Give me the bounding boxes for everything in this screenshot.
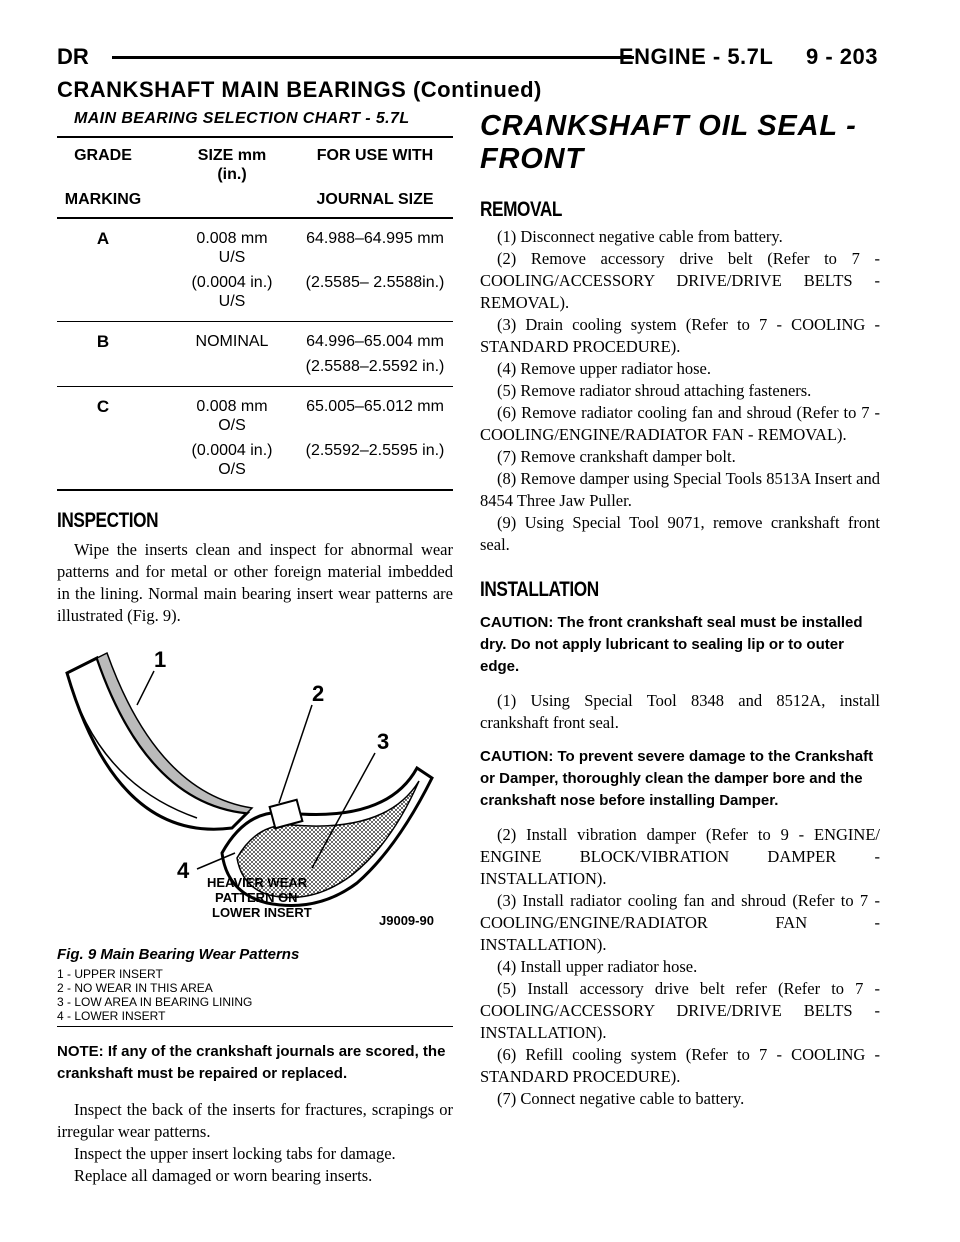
removal-step: (7) Remove crankshaft damper bolt. <box>497 447 736 466</box>
bearing-selection-table <box>57 136 453 491</box>
size-in-qualifier: O/S <box>218 461 246 478</box>
table-row <box>57 351 453 387</box>
seal-title-line-1: CRANKSHAFT OIL SEAL - <box>480 110 857 142</box>
chart-title: MAIN BEARING SELECTION CHART - 5.7L <box>74 110 410 127</box>
size-in: (0.0004 in.) <box>191 274 273 291</box>
legend-item: 4 - LOWER INSERT <box>57 1009 166 1023</box>
caution-note: CAUTION: The front crankshaft seal must be installed dry. Do not apply lubricant to sealing lip or to outer edge. <box>480 614 863 675</box>
figure-9 <box>57 643 453 1027</box>
table-row <box>57 267 453 322</box>
inspection-paragraph: Inspect the upper insert locking tabs for damage. <box>74 1144 396 1163</box>
caution-note: CAUTION: To prevent severe damage to the Crankshaft or Damper, thoroughly clean the damper bore and the crankshaft nose before installing Damper. <box>480 748 874 809</box>
callout-3: 3 <box>377 729 390 754</box>
table-row <box>57 322 453 352</box>
journal-mm: 64.996–65.004 mm <box>306 333 444 350</box>
callout-4: 4 <box>177 858 190 883</box>
right-column <box>480 110 880 1110</box>
header-rule <box>112 56 634 59</box>
callout-2: 2 <box>312 681 325 706</box>
continued-section-title: CRANKSHAFT MAIN BEARINGS (Continued) <box>57 77 542 102</box>
left-column <box>57 110 453 1187</box>
removal-step: (4) Remove upper radiator hose. <box>497 359 711 378</box>
header-size-unit: (in.) <box>217 166 247 183</box>
grade-marking: A <box>96 229 110 248</box>
header-marking: MARKING <box>57 184 167 218</box>
size-in: (0.0004 in.) <box>191 442 273 459</box>
installation-heading: INSTALLATION <box>480 578 599 601</box>
header-grade: GRADE <box>74 147 132 164</box>
inspection-note: NOTE: If any of the crankshaft journals are scored, the crankshaft must be repaired or replaced. <box>57 1043 446 1082</box>
table-row <box>57 387 453 436</box>
inspection-heading: INSPECTION <box>57 509 159 532</box>
installation-step: (4) Install upper radiator hose. <box>497 957 698 976</box>
removal-step: (8) Remove damper using Special Tools 8513A Insert and 8454 Three Jaw Puller. <box>480 469 880 510</box>
size-mm-qualifier: U/S <box>218 249 246 266</box>
size-in-qualifier: U/S <box>218 293 246 310</box>
figure-note-line-1: HEAVIER WEAR <box>207 875 308 890</box>
figure-legend <box>57 967 453 1023</box>
page-header-left: DR <box>57 44 89 69</box>
figure-rule <box>57 1023 453 1027</box>
table-row <box>57 218 453 267</box>
size-mm: 0.008 mm <box>196 398 268 415</box>
removal-step: (6) Remove radiator cooling fan and shroud (Refer to 7 - COOLING/ENGINE/RADIATOR FAN - REMOVAL). <box>480 403 880 444</box>
removal-step: (3) Drain cooling system (Refer to 7 - COOLING - STANDARD PROCEDURE). <box>480 315 880 356</box>
installation-step: (2) Install vibration damper (Refer to 9 - ENGINE/ ENGINE BLOCK/VIBRATION DAMPER - INSTALLATION). <box>480 825 880 888</box>
callout-1: 1 <box>154 647 167 672</box>
journal-in: (2.5585– 2.5588in.) <box>297 267 453 322</box>
header-journal-size: JOURNAL SIZE <box>297 184 453 218</box>
inspection-paragraph: Inspect the back of the inserts for fractures, scrapings or irregular wear patterns. <box>57 1100 453 1141</box>
figure-note-line-3: LOWER INSERT <box>212 905 312 920</box>
size-mm: 0.008 mm <box>196 230 268 247</box>
removal-steps <box>480 226 880 556</box>
installation-step: (5) Install accessory drive belt refer (Refer to 7 - COOLING/ACCESSORY DRIVE/DRIVE BELTS - INSTALLATION). <box>480 979 880 1042</box>
removal-heading: REMOVAL <box>480 198 562 221</box>
size-mm-qualifier: O/S <box>218 417 246 434</box>
grade-marking: C <box>96 397 110 416</box>
page-header-right: ENGINE - 5.7L 9 - 203 <box>618 44 878 69</box>
figure-code: J9009-90 <box>379 913 434 928</box>
figure-note-line-2: PATTERN ON <box>215 890 298 905</box>
journal-mm: 65.005–65.012 mm <box>306 398 444 415</box>
installation-steps <box>480 824 880 1110</box>
legend-item: 3 - LOW AREA IN BEARING LINING <box>57 995 253 1009</box>
table-row <box>57 435 453 490</box>
inspection-paragraph: Replace all damaged or worn bearing inserts. <box>74 1166 373 1185</box>
seal-title-line-2: FRONT <box>480 143 584 175</box>
removal-step: (9) Using Special Tool 9071, remove crankshaft front seal. <box>480 513 880 554</box>
removal-step: (5) Remove radiator shroud attaching fasteners. <box>497 381 812 400</box>
installation-step: (6) Refill cooling system (Refer to 7 - COOLING - STANDARD PROCEDURE). <box>480 1045 880 1086</box>
inspection-paragraph: Wipe the inserts clean and inspect for abnormal wear patterns and for metal or other foreign material imbedded in the lining. Normal main bearing insert wear patterns are illustrated (Fig. 9). <box>57 540 453 625</box>
installation-step: (7) Connect negative cable to battery. <box>497 1089 745 1108</box>
removal-step: (1) Disconnect negative cable from battery. <box>497 227 783 246</box>
legend-item: 2 - NO WEAR IN THIS AREA <box>57 981 213 995</box>
journal-in: (2.5588–2.5592 in.) <box>297 351 453 387</box>
figure-caption: Fig. 9 Main Bearing Wear Patterns <box>57 946 300 963</box>
header-use: FOR USE WITH <box>316 147 434 164</box>
header-size: SIZE mm <box>197 147 267 164</box>
installation-step: (1) Using Special Tool 8348 and 8512A, install crankshaft front seal. <box>480 691 880 732</box>
installation-step: (3) Install radiator cooling fan and shroud (Refer to 7 - COOLING/ENGINE/RADIATOR FAN - INSTALLATION). <box>480 891 880 954</box>
removal-step: (2) Remove accessory drive belt (Refer to 7 - COOLING/ACCESSORY DRIVE/DRIVE BELTS - REMOVAL). <box>480 249 880 312</box>
journal-in: (2.5592–2.5595 in.) <box>305 442 445 459</box>
bearing-wear-illustration <box>57 643 453 933</box>
grade-marking: B <box>96 332 110 351</box>
size-mm: NOMINAL <box>195 333 269 350</box>
journal-mm: 64.988–64.995 mm <box>306 230 444 247</box>
legend-item: 1 - UPPER INSERT <box>57 967 163 981</box>
